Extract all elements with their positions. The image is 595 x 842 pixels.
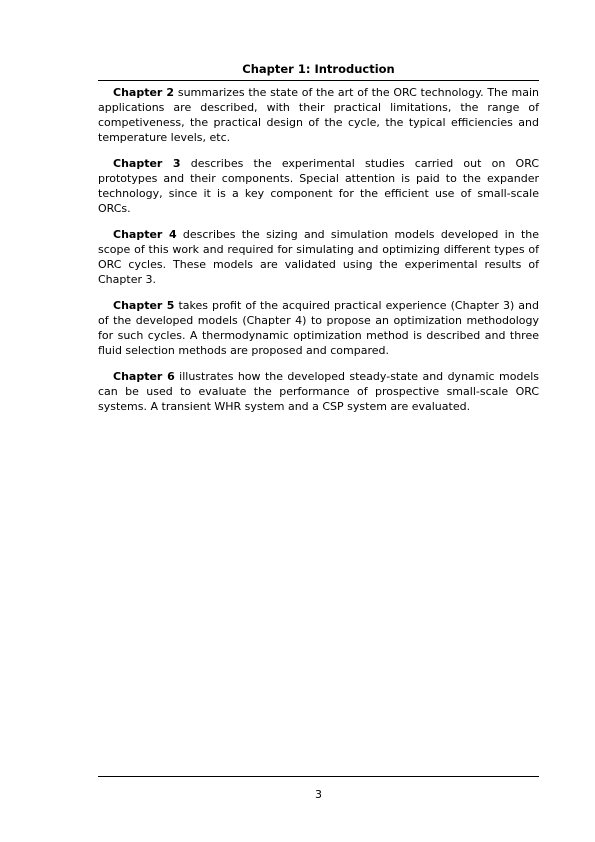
chapter-4-text: describes the sizing and simulation models developed in the scope of this work and required for simulating and optimizing different types of ORC cycles. These models are validated using the experimental results of Chapter 3. (98, 228, 540, 286)
chapter-5-lead: Chapter 5 (113, 299, 175, 312)
chapter-2-lead: Chapter 2 (113, 86, 175, 99)
header-divider (98, 80, 539, 81)
chapter-2-text: summarizes the state of the art of the ORC technology. The main applications are described, with their practical limitations, the range of competiveness, the practical design of the cycle, the typical efficiencies and temperature levels, etc. (98, 86, 540, 144)
chapter-6-text: illustrates how the developed steady-state and dynamic models can be used to evaluate the performance of prospective small-scale ORC systems. A transient WHR system and a CSP system are evaluated. (98, 370, 539, 413)
chapter-6-lead: Chapter 6 (113, 370, 175, 383)
paragraph-chapter-4 (98, 227, 539, 287)
running-header: Chapter 1: Introduction (242, 62, 395, 76)
paragraph-chapter-5 (98, 298, 539, 358)
footer-divider (98, 776, 539, 777)
paragraph-chapter-6 (98, 369, 539, 414)
chapter-3-text: describes the experimental studies carried out on ORC prototypes and their components. Special attention is paid to the expander technology, since it is a key component for the efficient use of small-scale ORCs. (98, 157, 539, 215)
main-text (98, 85, 539, 425)
chapter-4-lead: Chapter 4 (113, 228, 177, 241)
chapter-3-lead: Chapter 3 (113, 157, 181, 170)
chapter-5-text: takes profit of the acquired practical experience (Chapter 3) and of the developed models (Chapter 4) to propose an optimization methodology for such cycles. A thermodynamic optimization method is described and three fluid selection methods are proposed and compared. (98, 299, 540, 357)
page-number: 3 (315, 788, 322, 801)
paragraph-chapter-2 (98, 85, 539, 145)
paragraph-chapter-3 (98, 156, 539, 216)
